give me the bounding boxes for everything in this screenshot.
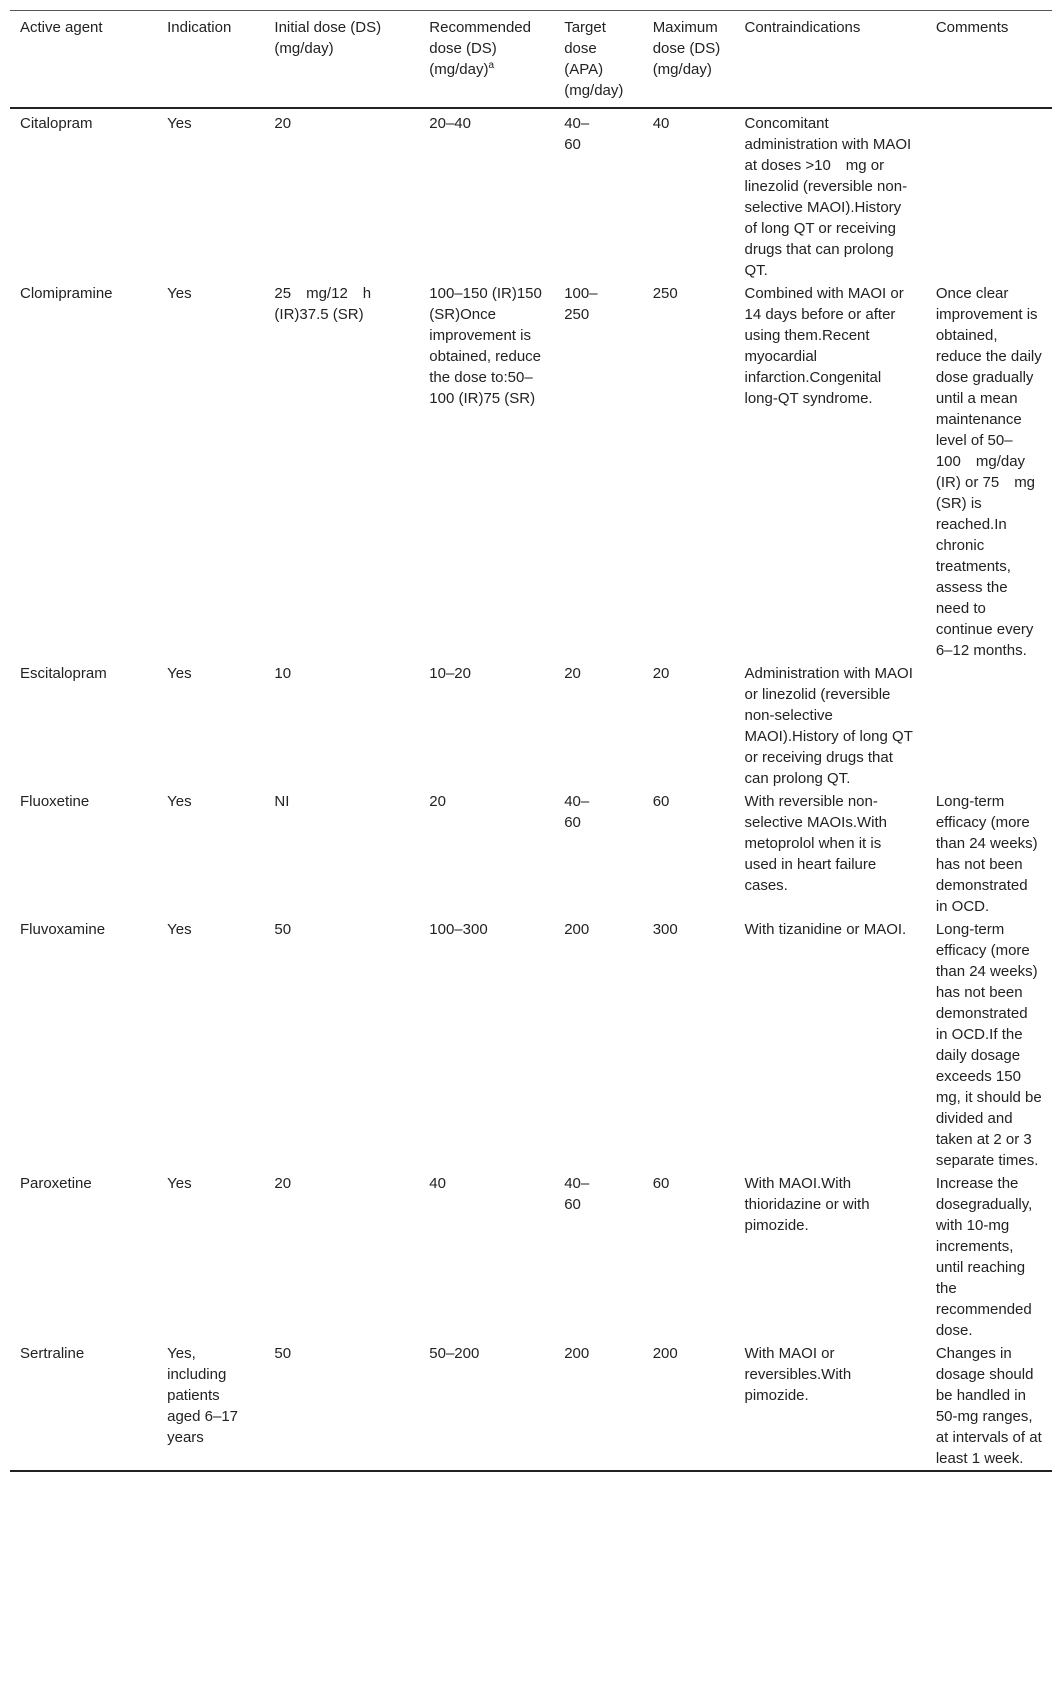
cell-recommended-dose: 20 xyxy=(429,793,446,810)
cell-comments: Once clear improvement is obtained, reduce the daily dose gradually until a mean maintenance level of 50–100 mg/day (IR) or 75 mg (SR) is reached.In chronic treatments, assess the need to continue every 6–12 months. xyxy=(935,285,1042,659)
table-row xyxy=(10,918,1052,1172)
cell-contraindications: With tizanidine or MAOI. xyxy=(744,921,907,938)
cell-initial-dose: NI xyxy=(274,793,290,810)
cell-target-dose: 40– 60 xyxy=(564,115,590,153)
header-active-agent: Active agent xyxy=(20,19,103,36)
table-row xyxy=(10,282,1052,662)
cell-agent: Escitalopram xyxy=(20,665,107,682)
cell-contraindications: Combined with MAOI or 14 days before or after using them.Recent myocardial infarction.Congenital long-QT syndrome. xyxy=(744,285,904,407)
cell-comments: Increase the dosegradually, with 10-mg increments, until reaching the recommended dose. xyxy=(935,1175,1033,1339)
cell-initial-dose: 20 xyxy=(274,115,292,132)
header-initial-dose: Initial dose (DS) (mg/day) xyxy=(274,19,382,57)
cell-initial-dose: 25 mg/12 h (IR)37.5 (SR) xyxy=(274,285,372,323)
cell-comments xyxy=(926,108,1052,282)
cell-agent: Citalopram xyxy=(20,115,93,132)
table-row xyxy=(10,790,1052,918)
table-container xyxy=(10,10,1052,1472)
cell-maximum-dose: 40 xyxy=(652,115,670,132)
header-recommended-dose-label: Recommended dose (DS) (mg/day) xyxy=(429,19,531,78)
cell-initial-dose: 20 xyxy=(274,1175,292,1192)
cell-maximum-dose: 60 xyxy=(652,793,670,810)
cell-comments: Long-term efficacy (more than 24 weeks) has not been demonstrated in OCD. xyxy=(935,793,1038,915)
cell-initial-dose: 10 xyxy=(274,665,292,682)
cell-maximum-dose: 20 xyxy=(652,665,670,682)
header-maximum-dose: Maximum dose (DS) (mg/day) xyxy=(652,19,721,78)
cell-recommended-dose: 10–20 xyxy=(429,665,471,682)
cell-maximum-dose: 200 xyxy=(652,1345,678,1362)
dosage-table xyxy=(10,10,1052,1472)
table-row xyxy=(10,662,1052,790)
cell-indication: Yes xyxy=(167,1175,192,1192)
cell-target-dose: 40– 60 xyxy=(564,793,590,831)
cell-initial-dose: 50 xyxy=(274,1345,292,1362)
cell-target-dose: 40– 60 xyxy=(564,1175,590,1213)
cell-agent: Clomipramine xyxy=(20,285,113,302)
header-contraindications: Contraindications xyxy=(744,19,861,36)
cell-recommended-dose: 40 xyxy=(429,1175,446,1192)
cell-indication: Yes xyxy=(167,665,192,682)
cell-maximum-dose: 300 xyxy=(652,921,678,938)
cell-target-dose: 100– 250 xyxy=(564,285,598,323)
table-row xyxy=(10,1342,1052,1471)
cell-maximum-dose: 250 xyxy=(652,285,678,302)
cell-comments: Long-term efficacy (more than 24 weeks) has not been demonstrated in OCD.If the daily dosage exceeds 150 mg, it should be divided and taken at 2 or 3 separate times. xyxy=(935,921,1042,1169)
footnote-marker: a xyxy=(488,60,495,71)
cell-recommended-dose: 100–300 xyxy=(429,921,488,938)
cell-comments xyxy=(926,662,1052,790)
table-row xyxy=(10,108,1052,282)
cell-target-dose: 200 xyxy=(564,921,590,938)
cell-indication: Yes xyxy=(167,115,192,132)
header-row xyxy=(10,11,1052,109)
cell-target-dose: 20 xyxy=(564,665,581,682)
cell-target-dose: 200 xyxy=(564,1345,590,1362)
cell-comments: Changes in dosage should be handled in 50-mg ranges, at intervals of at least 1 week. xyxy=(935,1345,1042,1467)
cell-recommended-dose: 50–200 xyxy=(429,1345,480,1362)
cell-indication: Yes xyxy=(167,921,192,938)
cell-agent: Paroxetine xyxy=(20,1175,92,1192)
cell-recommended-dose: 100–150 (IR)150 (SR)Once improvement is obtained, reduce the dose to:50–100 (IR)75 (SR) xyxy=(429,285,542,407)
table-row xyxy=(10,1172,1052,1342)
cell-contraindications: Concomitant administration with MAOI at doses >10 mg or linezolid (reversible non-selective MAOI).History of long QT or receiving drugs that can prolong QT. xyxy=(744,115,912,279)
cell-agent: Sertraline xyxy=(20,1345,85,1362)
cell-agent: Fluvoxamine xyxy=(20,921,106,938)
header-indication: Indication xyxy=(167,19,232,36)
cell-contraindications: Administration with MAOI or linezolid (reversible non-selective MAOI).History of long QT or receiving drugs that can prolong QT. xyxy=(744,665,913,787)
cell-indication: Yes xyxy=(167,793,192,810)
cell-contraindications: With MAOI or reversibles.With pimozide. xyxy=(744,1345,852,1404)
header-comments: Comments xyxy=(935,19,1009,36)
cell-initial-dose: 50 xyxy=(274,921,292,938)
cell-recommended-dose: 20–40 xyxy=(429,115,471,132)
cell-contraindications: With MAOI.With thioridazine or with pimozide. xyxy=(744,1175,870,1234)
cell-contraindications: With reversible non-selective MAOIs.With metoprolol when it is used in heart failure cases. xyxy=(744,793,888,894)
cell-agent: Fluoxetine xyxy=(20,793,90,810)
cell-indication: Yes, including patients aged 6–17 years xyxy=(167,1345,239,1446)
cell-indication: Yes xyxy=(167,285,192,302)
header-target-dose: Target dose (APA) (mg/day) xyxy=(564,19,624,99)
cell-maximum-dose: 60 xyxy=(652,1175,670,1192)
header-recommended-dose xyxy=(419,11,554,109)
